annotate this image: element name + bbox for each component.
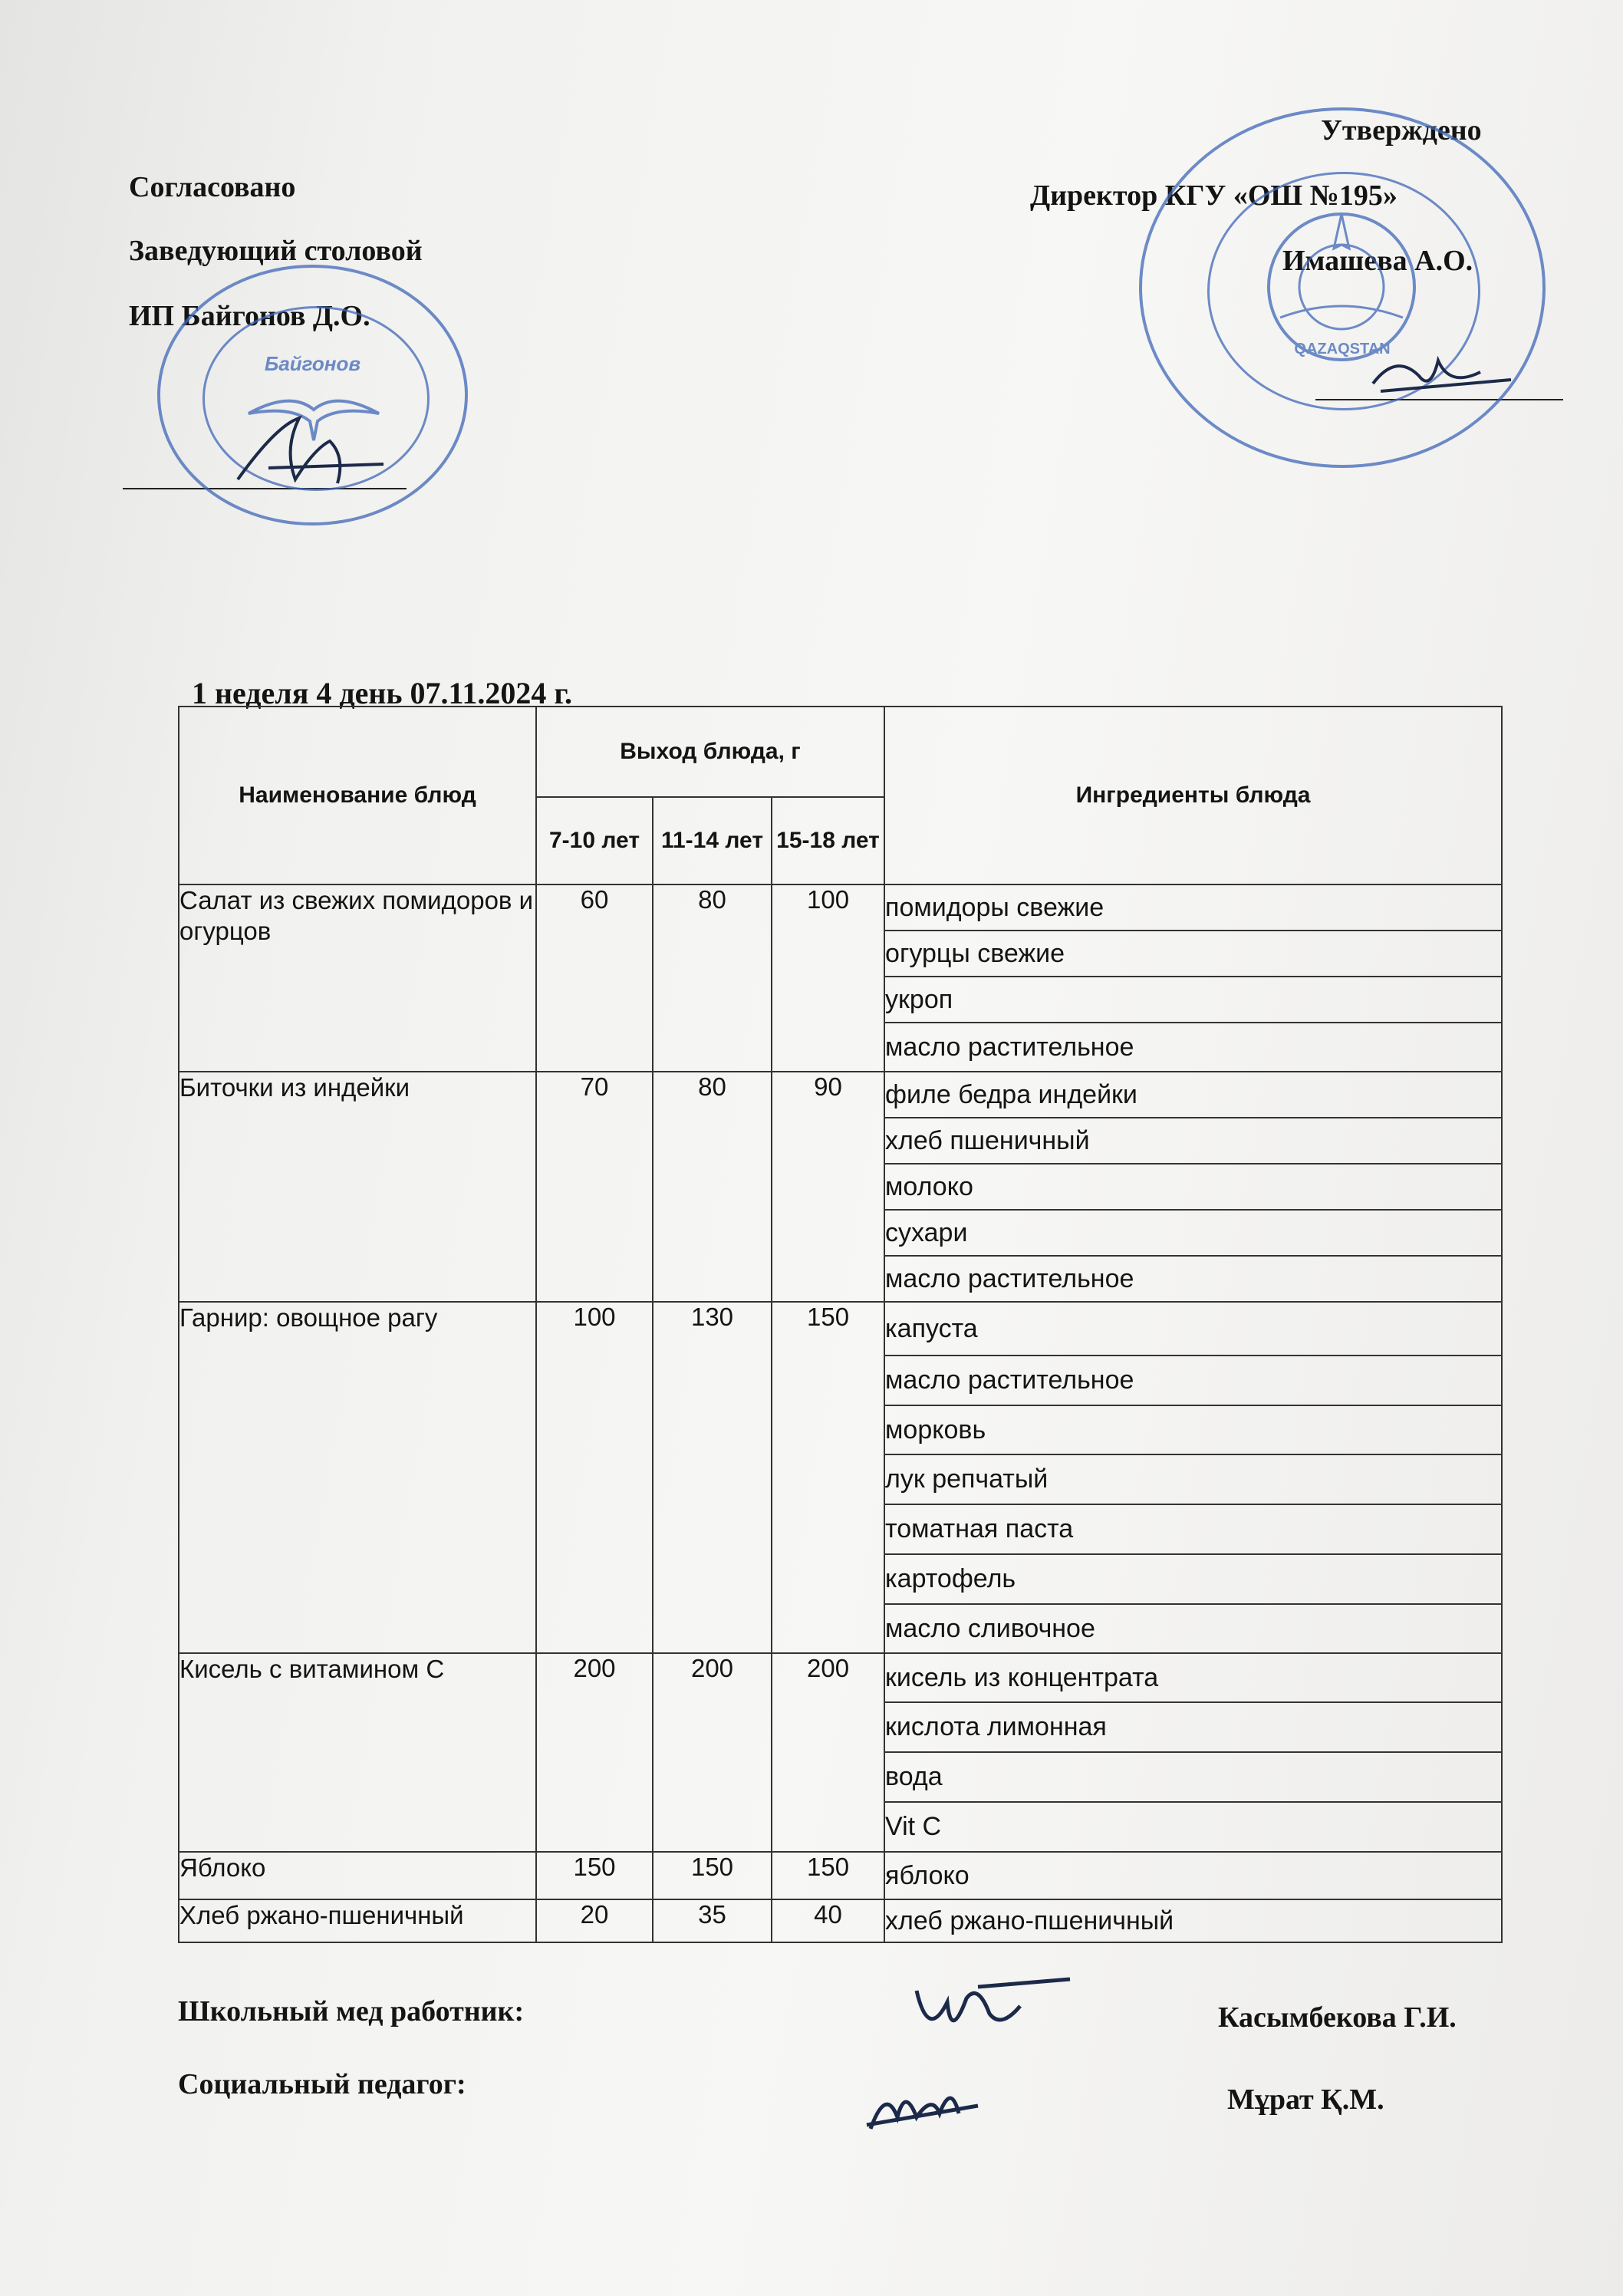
header-age-7-10: 7-10 лет [536,797,653,885]
pedagog-signature-icon [863,2071,986,2140]
table-row [179,1072,1502,1118]
header-output: Выход блюда, г [536,707,884,797]
ingredient-cell: масло растительное [884,1356,1502,1405]
director-title: Директор КГУ «ОШ №195» [1030,180,1397,212]
ingredient-cell: молоко [884,1164,1502,1210]
dish-output-age-2: 80 [653,1072,772,1302]
dish-name: Биточки из индейки [179,1072,536,1302]
menu-table-body [179,884,1502,1942]
ingredient-cell: вода [884,1752,1502,1802]
ingredient-cell: картофель [884,1554,1502,1604]
ingredient-cell: морковь [884,1405,1502,1454]
right-seal-stamp [1139,107,1546,468]
dish-output-age-3: 200 [772,1653,884,1852]
ingredient-cell: сухари [884,1210,1502,1256]
left-signature-icon [222,395,399,495]
ingredient-cell: масло растительное [884,1256,1502,1302]
canteen-head-name: ИП Байгонов Д.О. [129,300,370,332]
ingredient-cell: помидоры свежие [884,884,1502,931]
ingredient-cell: огурцы свежие [884,931,1502,977]
ingredient-cell: хлеб ржано-пшеничный [884,1899,1502,1942]
table-row [179,1302,1502,1356]
agreed-label: Согласовано [129,171,296,203]
ingredient-cell: Vit C [884,1802,1502,1852]
canteen-head-title: Заведующий столовой [129,235,423,267]
dish-output-age-1: 200 [536,1653,653,1852]
header-dish-name: Наименование блюд [179,707,536,884]
nurse-name: Касымбекова Г.И. [1218,2001,1457,2034]
table-row [179,1653,1502,1702]
director-name: Имашева А.О. [1282,245,1473,277]
dish-output-age-1: 20 [536,1899,653,1942]
ingredient-cell: капуста [884,1302,1502,1356]
ingredient-cell: хлеб пшеничный [884,1118,1502,1164]
right-seal-text: QAZAQSTAN [1294,341,1391,357]
dish-output-age-3: 150 [772,1302,884,1653]
menu-table [178,706,1503,1943]
table-row [179,884,1502,931]
dish-output-age-2: 35 [653,1899,772,1942]
dish-output-age-2: 200 [653,1653,772,1852]
table-row [179,1852,1502,1899]
dish-output-age-3: 40 [772,1899,884,1942]
dish-name: Яблоко [179,1852,536,1899]
approved-label: Утверждено [1321,114,1482,147]
dish-output-age-1: 100 [536,1302,653,1653]
ingredient-cell: филе бедра индейки [884,1072,1502,1118]
pedagog-name: Мұрат Қ.М. [1227,2084,1384,2116]
pedagog-label: Социальный педагог: [178,2068,466,2100]
dish-output-age-3: 150 [772,1852,884,1899]
header-ingredients: Ингредиенты блюда [884,707,1502,884]
dish-name: Кисель с витамином С [179,1653,536,1852]
header-age-15-18: 15-18 лет [772,797,884,885]
dish-output-age-3: 100 [772,884,884,1072]
dish-name: Салат из свежих помидоров и огурцов [179,884,536,1072]
nurse-signature-icon [905,1968,1081,2048]
dish-name: Хлеб ржано-пшеничный [179,1899,536,1942]
right-signature-icon [1365,338,1519,407]
ingredient-cell: яблоко [884,1852,1502,1899]
ingredient-cell: кисель из концентрата [884,1653,1502,1702]
dish-output-age-1: 70 [536,1072,653,1302]
header-age-11-14: 11-14 лет [653,797,772,885]
ingredient-cell: томатная паста [884,1504,1502,1554]
dish-name: Гарнир: овощное рагу [179,1302,536,1653]
ingredient-cell: масло сливочное [884,1604,1502,1653]
dish-output-age-3: 90 [772,1072,884,1302]
dish-output-age-2: 80 [653,884,772,1072]
nurse-label: Школьный мед работник: [178,1995,525,2028]
menu-date-title: 1 неделя 4 день 07.11.2024 г. [192,676,572,710]
left-seal-text: Байгонов [264,352,361,375]
ingredient-cell: лук репчатый [884,1454,1502,1504]
dish-output-age-2: 130 [653,1302,772,1653]
ingredient-cell: укроп [884,977,1502,1023]
table-row [179,1899,1502,1942]
dish-output-age-1: 60 [536,884,653,1072]
ingredient-cell: кислота лимонная [884,1702,1502,1752]
dish-output-age-1: 150 [536,1852,653,1899]
dish-output-age-2: 150 [653,1852,772,1899]
ingredient-cell: масло растительное [884,1023,1502,1072]
